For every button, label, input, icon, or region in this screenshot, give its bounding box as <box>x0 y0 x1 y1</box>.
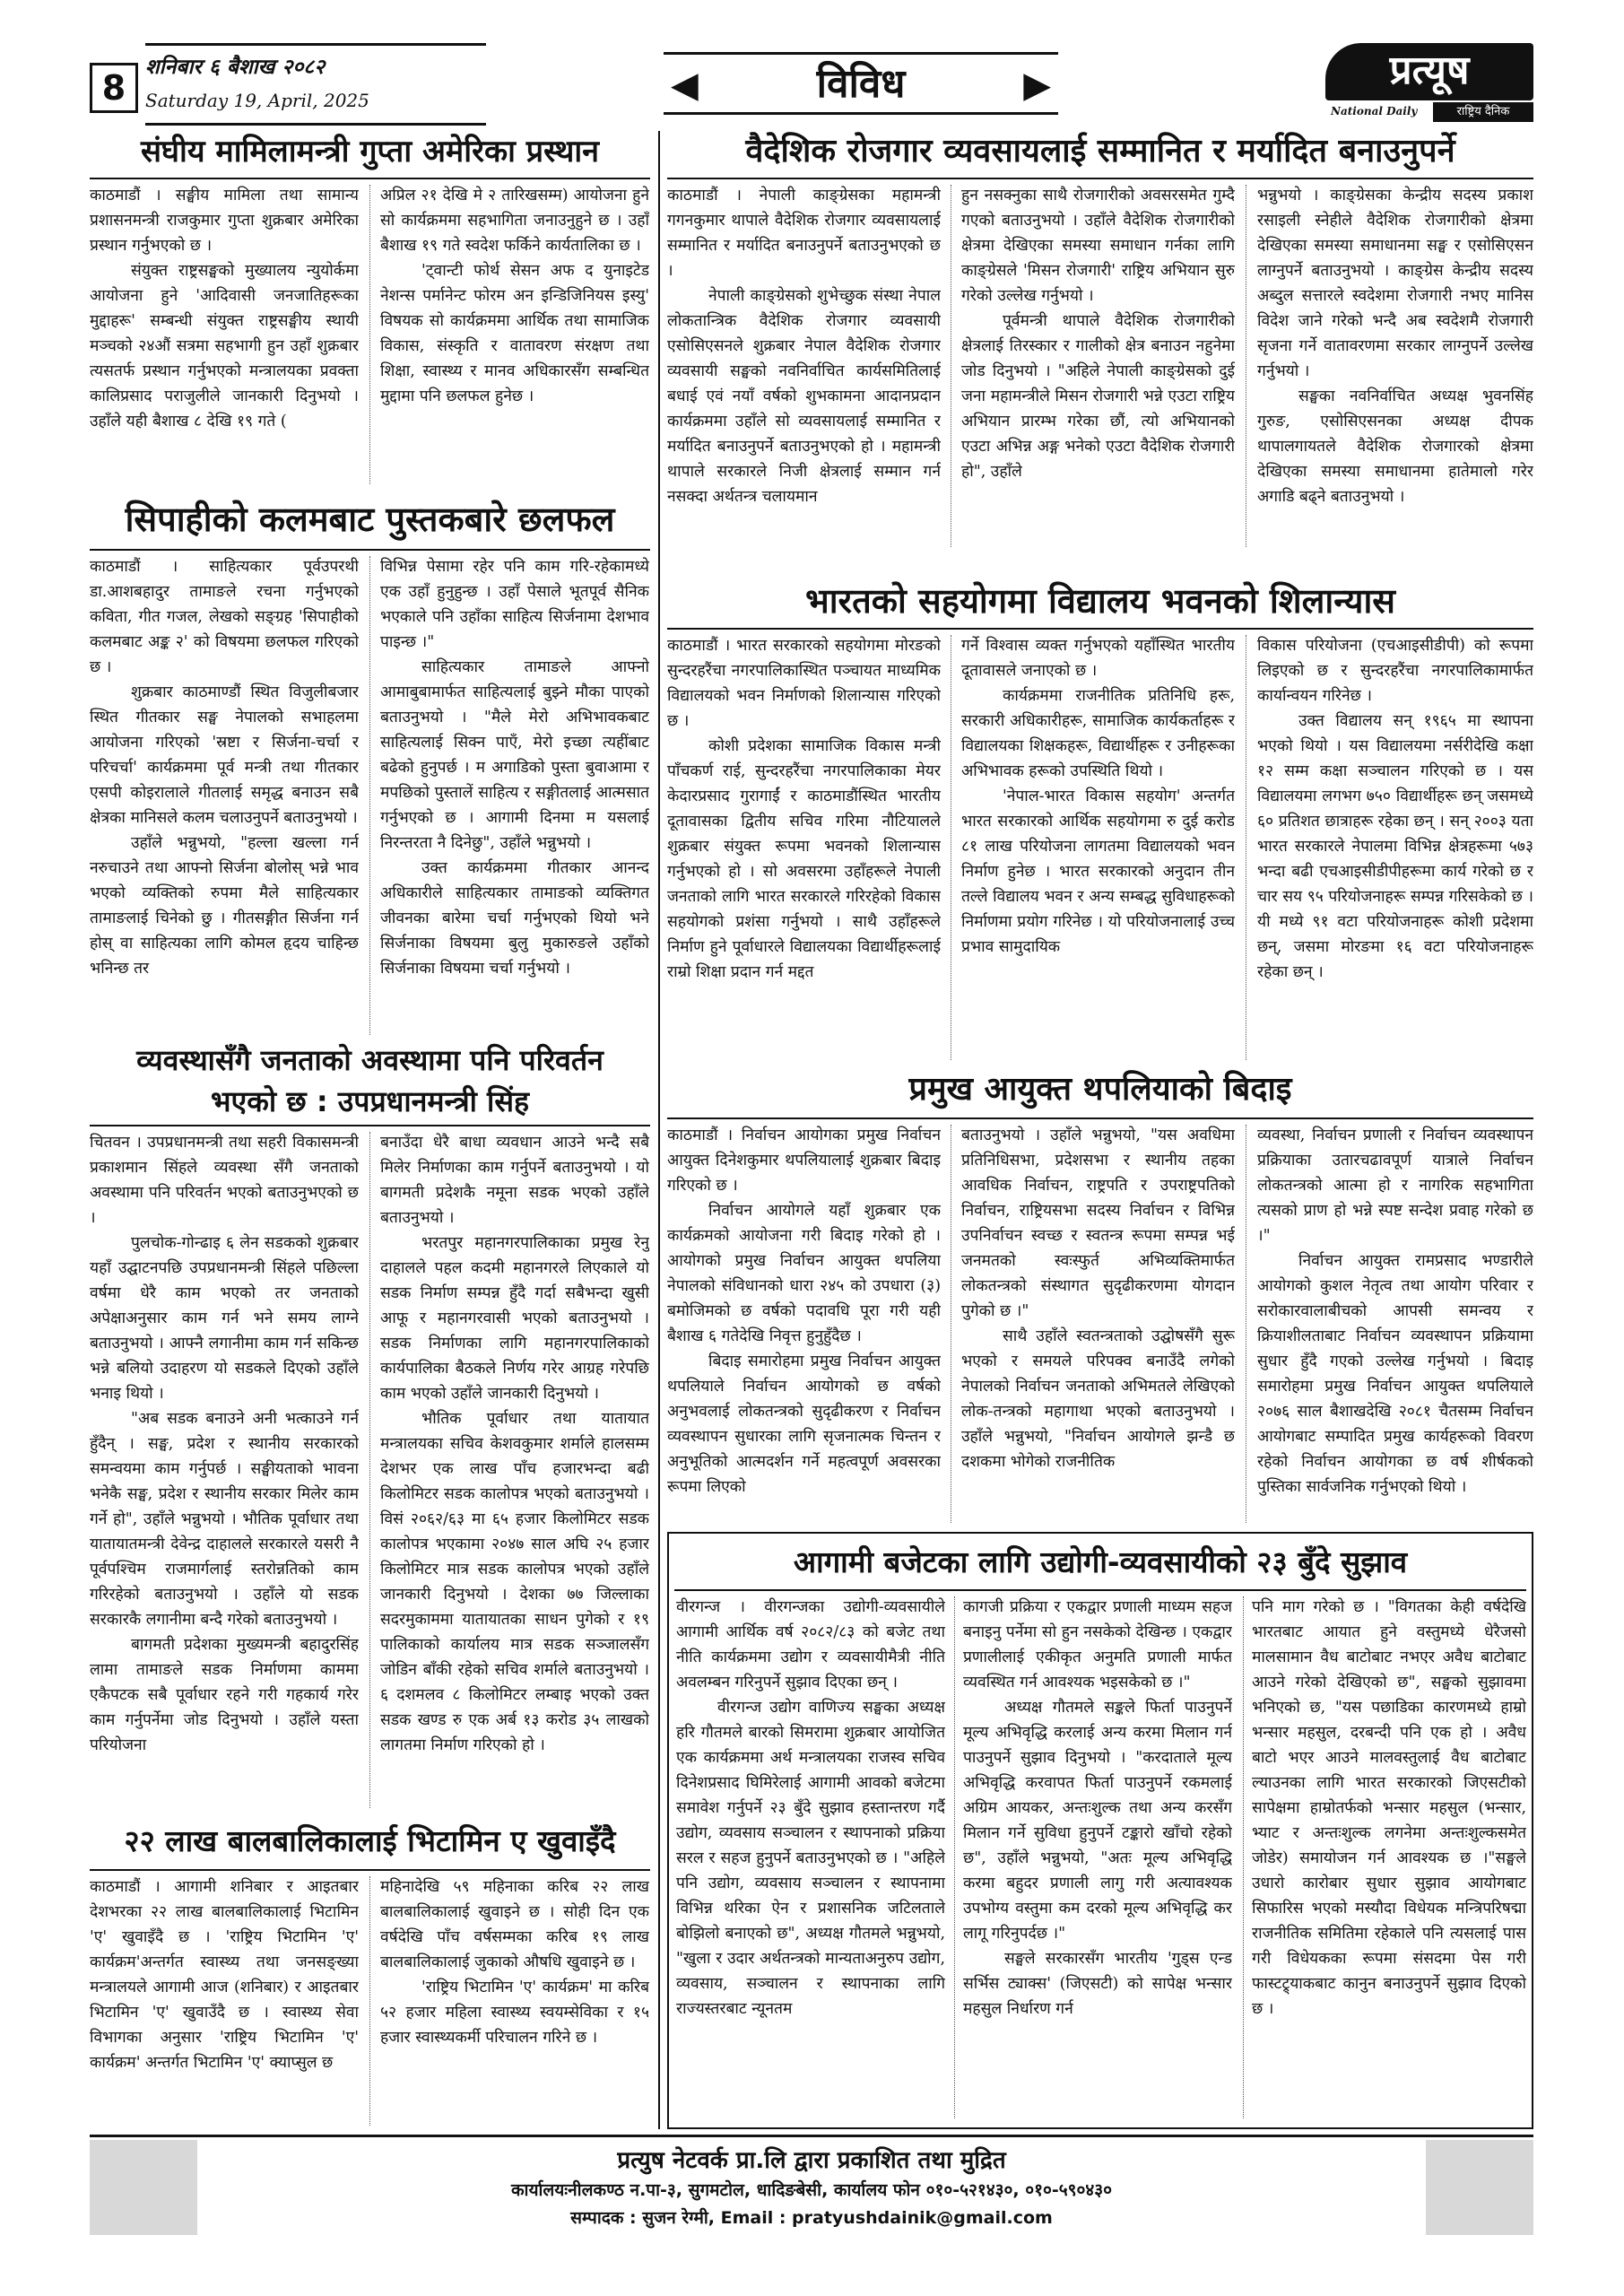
paragraph: संयुक्त राष्ट्रसङ्घको मुख्यालय न्युयोर्कमा आयोजना हुने 'आदिवासी जनजातिहरूका मुद्दाहरू' सम्बन्धी संयुक्त राष्ट्रसङ्घीय स्थायी मञ्चको २४औं सत्रमा सहभागी हुन उहाँ शुक्रबार त्यसतर्फ प्रस्थान गर्नुभएको मन्त्रालयका प्रवक्ता कालिप्रसाद पराजुलीले जानकारी दिनुभयो । उहाँले यही बैशाख ८ देखि १९ गते ( <box>90 262 359 430</box>
paragraph: बागमती प्रदेशका मुख्यमन्त्री बहादुरसिंह लामा तामाङले सडक निर्माणमा काममा एकैपटक सबै पूर्वाधार रहने गरी गहकार्य गरेर काम गर्नुपर्नेमा जोड दिनुभयो । उहाँले यस्ता परियोजना <box>90 1636 359 1754</box>
paragraph: काठमाडौं । साहित्यकार पूर्वउपरथी डा.आशबहादुर तामाङले रचना गर्नुभएको कविता, गीत गजल, लेखको सङ्ग्रह 'सिपाहीको कलमबाट अङ्क २' को विषयमा छलफल गरिएको छ । <box>90 558 359 676</box>
paragraph: "अब सडक बनाउने अनी भत्काउने गर्न हुँदैन् । सङ्घ, प्रदेश र स्थानीय सरकारको समन्वयमा काम गर्नुपर्छ । सङ्घीयताको भावना भनेकै सङ्घ, प्रदेश र स्थानीय सरकार मिलेर काम गर्ने हो", उहाँले भन्नुभयो । भौतिक पूर्वाधार तथा यातायातमन्त्री देवेन्द्र दाहालले सरकारले यसरी नै पूर्वपश्चिम राजमार्गलाई स्तरोन्नतिको काम गरिरहेको बताउनुभयो । उहाँले यो सडक सरकारकै लगानीमा बन्दै गरेको बताउनुभयो । <box>90 1410 359 1629</box>
paragraph: गर्ने विश्वास व्यक्त गर्नुभएको यहाँस्थित भारतीय दूतावासले जनाएको छ । <box>961 637 1235 680</box>
footer-right-band <box>1426 2140 1533 2235</box>
paragraph: वीरगन्ज उद्योग वाणिज्य सङ्घका अध्यक्ष हरि गौतमले बारको सिमरामा शुक्रबार आयोजित एक कार्यक्रममा अर्थ मन्त्रालयका राजस्व सचिव दिनेशप्रसाद घिमिरेलाई आगामी आवको बजेटमा समावेश गर्नुपर्ने २३ बुँदे सुझाव हस्तान्तरण गर्दै उद्योग, व्यवसाय सञ्चालन र स्थापनाको प्रक्रिया सरल र सहज हुनुपर्ने बताउनुभएको छ । "अहिले पनि उद्योग, व्यवसाय सञ्चालन र स्थापनामा विभिन्न थरिका ऐन र प्रशासनिक जटिलताले बोझिलो बनाएको छ", अध्यक्ष गौतमले भन्नुभयो, "खुला र उदार अर्थतन्त्रको मान्यताअनुरुप उद्योग, व्यवसाय, सञ्चालन र स्थापनाका लागि राज्यस्तरबाट न्यूनतम <box>676 1699 945 2018</box>
vitamin-col2 <box>380 1874 649 2129</box>
thapaliya-col1 <box>667 1123 941 1526</box>
thapaliya-col2 <box>961 1123 1235 1526</box>
vaideshik-col3 <box>1257 183 1533 551</box>
paragraph: भरतपुर महानगरपालिकाका प्रमुख रेनु दाहालले पहल कदमी महानगरले लिएकाले यो सडक निर्माण सम्पन्न हुँदै गर्दा सबैभन्दा खुसी आफू र महानगरवासी भएको बताउनुभयो । सडक निर्माणका लागि महानगरपालिकाको कार्यपालिका बैठकले निर्णय गरेर आग्रह गरेपछि काम भएको उहाँले जानकारी दिनुभयो । <box>380 1234 649 1403</box>
paragraph: काठमाडौं । भारत सरकारको सहयोगमा मोरङको सुन्दरहरैंचा नगरपालिकास्थित पञ्चायत माध्यमिक विद्यालयको भवन निर्माणको शिलान्यास गरिएको छ । <box>667 637 941 730</box>
paragraph: पुलचोक-गोन्ढाइ ६ लेन सडकको शुक्रबार यहाँ उद्घाटनपछि उपप्रधानमन्त्री सिंहले पछिल्ला वर्षमा धेरै काम भएको तर जनताको अपेक्षाअनुसार काम गर्न भने समय लाग्ने बताउनुभयो । आफ्नै लगानीमा काम गर्न सकिन्छ भन्ने बलियो उदाहरण यो सडकले दिएको उहाँले भनाइ थियो । <box>90 1234 359 1403</box>
paragraph: साथै उहाँले स्वतन्त्रताको उद्घोषसँगै सुरू भएको र समयले परिपक्व बनाउँदै लगेको नेपालको निर्वाचन जनताको अभिमतले लेखिएको लोक-तन्त्रको महागाथा भएको बताउनुभयो । उहाँले भन्नुभयो, "निर्वाचन आयोगले झन्डै छ दशकमा भोगेको राजनीतिक <box>961 1327 1235 1471</box>
thapaliya-col3 <box>1257 1123 1533 1526</box>
paragraph: कार्यक्रममा राजनीतिक प्रतिनिधि हरू, सरकारी अधिकारीहरू, सामाजिक कार्यकर्ताहरू र विद्यालयका शिक्षकहरू, विद्यार्थीहरू र उनीहरूका अभिभावक हरूको उपस्थिति थियो । <box>961 687 1235 780</box>
logo <box>1325 43 1533 126</box>
paragraph: शुक्रबार काठमाण्डौं स्थित विजुलीबजार स्थित गीतकार सङ्घ नेपालको सभाहलमा आयोजना गरिएको 'स्रष्टा र सिर्जना-चर्चा र परिचर्चा' कार्यक्रममा पूर्व मन्त्री तथा गीतकार एसपी कोइरालाले गीतलाई समृद्ध बनाउन सबै क्षेत्रका मानिसले कलम चलाउनुपर्ने बताउनुभयो । <box>90 683 359 827</box>
sipahi-col2 <box>380 554 649 1039</box>
footer <box>90 2140 1533 2239</box>
paragraph: भन्नुभयो । काङ्ग्रेसका केन्द्रीय सदस्य प्रकाश रसाइली स्नेहीले वैदेशिक रोजगारीको क्षेत्रमा देखिएका समस्या समाधानमा सङ्घ र एसोसिएसन लाग्नुपर्ने बताउनुभयो । काङ्ग्रेस केन्द्रीय सदस्य अब्दुल सत्तारले स्वदेशमा रोजगारी नभए मानिस विदेश जाने गरेको भन्दै अब स्वदेशमै रोजगारी सृजना गर्ने वातावरणमा सरकार लाग्नुपर्ने उल्लेख गर्नुभयो । <box>1257 187 1533 380</box>
footer-publisher: प्रत्युष नेटवर्क प्रा.लि द्वारा प्रकाशित तथा मुद्रित <box>617 2147 1006 2174</box>
paragraph: 'नेपाल-भारत विकास सहयोग' अन्तर्गत भारत सरकारको आर्थिक सहयोगमा रु दुई करोड ८१ लाख परियोजना लागतमा विद्यालयको भवन निर्माण हुनेछ । भारत सरकारको अनुदान तीन तल्ले विद्यालय भवन र अन्य सम्बद्ध सुविधाहरूको निर्माणमा प्रयोग गरिनेछ । यो परियोजनालाई उच्च प्रभाव सामुदायिक <box>961 787 1235 956</box>
headline-gupta: संघीय मामिलामन्त्री गुप्ता अमेरिका प्रस्थान <box>140 134 600 170</box>
date-english: Saturday 19, April, 2025 <box>145 90 369 111</box>
paragraph: भौतिक पूर्वाधार तथा यातायात मन्त्रालयका सचिव केशवकुमार शर्माले हालसम्म देशभर एक लाख पाँच हजारभन्दा बढी किलोमिटर सडक कालोपत्र भएको बताउनुभयो । विसं २०६२/६३ मा ६५ हजार किलोमिटर सडक कालोपत्र भएकामा २०४७ साल अघि २५ हजार किलोमिटर मात्र सडक कालोपत्र भएको उहाँले जानकारी दिनुभयो । देशका ७७ जिल्लाका सदरमुकाममा यातायातका साधन पुगेको र १९ पालिकाको कार्यालय मात्र सडक सञ्जालसँग जोडिन बाँकी रहेको सचिव शर्माले बताउनुभयो । ६ दशमलव ८ किलोमिटर लम्बाइ भएको उक्त सडक खण्ड रु एक अर्ब १३ करोड ३५ लाखको लागतमा निर्माण गरिएको हो । <box>380 1410 649 1754</box>
paragraph: काठमाडौं । आगामी शनिबार र आइतबार देशभरका २२ लाख बालबालिकालाई भिटामिन 'ए' खुवाइँदै छ । 'राष्ट्रिय भिटामिन 'ए' कार्यक्रम'अन्तर्गत स्वास्थ्य तथा जनसङ्ख्या मन्त्रालयले आगामी आज (शनिबार) र आइतबार भिटामिन 'ए' खुवाउँदै छ । स्वास्थ्य सेवा विभागका अनुसार 'राष्ट्रिय भिटामिन 'ए' कार्यक्रम' अन्तर्गत भिटामिन 'ए' क्याप्सुल छ <box>90 1878 359 2072</box>
vaideshik-col2 <box>961 183 1235 551</box>
paragraph: उक्त विद्यालय सन् १९६५ मा स्थापना भएको थियो । यस विद्यालयमा नर्सरीदेखि कक्षा १२ सम्म कक्षा सञ्चालन गरिएको छ । यस विद्यालयमा लगभग ७५० विद्यार्थीहरू छन् जसमध्ये ६० प्रतिशत छात्राहरू रहेका छन् । सन् २००३ यता भारत सरकारले नेपालमा विभिन्न क्षेत्रहरूमा ५७३ भन्दा बढी एचआइसीडीपीहरूमा कार्य गरेको छ र चार सय ९५ परियोजनाहरू सम्पन्न गरिसकेको छ । यी मध्ये ९१ वटा परियोजनाहरू कोशी प्रदेशमा छन्, जसमा मोरङमा १६ वटा परियोजनाहरू रहेका छन् । <box>1257 712 1533 981</box>
headline-vyawastha-2: भएको छ : उपप्रधानमन्त्री सिंह <box>211 1084 529 1118</box>
masthead <box>90 43 1533 126</box>
paragraph: सङ्घका नवनिर्वाचित अध्यक्ष भुवनसिंह गुरुङ, एसोसिएसनका अध्यक्ष दीपक थापालगायतले वैदेशिक रोजगारको क्षेत्रमा देखिएका समस्या समाधानमा हातेमालो गरेर अगाडि बढ्ने बताउनुभयो । <box>1257 387 1533 506</box>
date-box <box>145 43 486 126</box>
paragraph: उहाँले भन्नुभयो, "हल्ला खल्ला गर्न नरुचाउने तथा आफ्नो सिर्जना बोलोस् भन्ने भाव भएको व्यक्तिको रुपमा मैले साहित्यकार तामाङलाई चिनेको छु । गीतसङ्गीत सिर्जना गर्न होस् वा साहित्यका लागि कोमल हृदय चाहिन्छ भनिन्छ तर <box>90 834 359 978</box>
sipahi-col1 <box>90 554 359 1039</box>
paragraph: निर्वाचन आयोगले यहाँ शुक्रबार एक कार्यक्रमको आयोजना गरी बिदाइ गरेको हो । आयोगको प्रमुख निर्वाचन आयुक्त थपलिया नेपालको संविधानको धारा २४५ को उपधारा (३) बमोजिमको छ वर्षको पदावधि पूरा गरी यही बैशाख ६ गतेदेखि निवृत्त हुनुहुँदैछ । <box>667 1202 941 1345</box>
headline-vyawastha-1: व्यवस्थासँगै जनताको अवस्थामा पनि परिवर्तन <box>136 1043 604 1077</box>
bharat-col3 <box>1257 633 1533 1064</box>
paragraph: अध्यक्ष गौतमले सङ्कले फिर्ता पाउनुपर्ने मूल्य अभिवृद्धि करलाई अन्य करमा मिलान गर्न पाउनुपर्ने सुझाव दिनुभयो । "करदाताले मूल्य अभिवृद्धि करवापत फिर्ता पाउनुपर्ने रकमलाई अग्रिम आयकर, अन्तःशुल्क तथा अन्य करसँग मिलान गर्ने सुविधा हुनुपर्ने टङ्कारो खाँचो रहेको छ", उहाँले भन्नुभयो, "अतः मूल्य अभिवृद्धि करमा बहुदर प्रणाली लागु गरी अत्यावश्यक उपभोग्य वस्तुमा कम दरको मूल्य अभिवृद्धि कर लागू गरिनुपर्दछ ।" <box>963 1699 1232 1943</box>
paragraph: सङ्घले सरकारसँग भारतीय 'गुड्स एन्ड सर्भिस ट्याक्स' (जिएसटी) को सापेक्ष भन्सार महसुल निर्धारण गर्न <box>963 1950 1232 2018</box>
paragraph: व्यवस्था, निर्वाचन प्रणाली र निर्वाचन व्यवस्थापन प्रक्रियाका उतारचढावपूर्ण यात्राले निर्वाचन लोकतन्त्रको आत्मा हो र नागरिक सहभागिता त्यसको प्राण हो भन्ने स्पष्ट सन्देश प्रवाह गरेको छ ।" <box>1257 1126 1533 1245</box>
headline-sipahi: सिपाहीको कलमबाट पुस्तकबारे छलफल <box>125 500 615 539</box>
paragraph: पनि माग गरेको छ । "विगतका केही वर्षदेखि भारतबाट आयात हुने वस्तुमध्ये धेरैजसो मालसामान वैध बाटोबाट नभएर अवैध बाटोबाट आउने गरेको देखिएको छ", सङ्घको सुझावमा भनिएको छ, "यस पछाडिका कारणमध्ये हाम्रो भन्सार महसुल, दरबन्दी पनि एक हो । अवैध बाटो भएर आउने मालवस्तुलाई वैध बाटोबाट ल्याउनका लागि भारत सरकारको जिएसटीको सापेक्षमा हाम्रोतर्फको भन्सार महसुल (भन्सार, भ्याट र अन्तःशुल्क लगनेमा अन्तःशुल्कसमेत जोडेर) समायोजन गर्न आवश्यक छ ।"सङ्घले उधारो कारोबार सुधार सुझाव आयोगबाट सिफारिस भएको मस्यौदा विधेयक मन्त्रिपरिषद्मा राजनीतिक समितिमा रहेकाले पनि त्यसलाई पास गरी विधेयकका रूपमा संसदमा पेस गरी फास्टट्र्याकबाट कानुन बनाउनुपर्ने सुझाव दिएको छ । <box>1252 1598 1526 2018</box>
paragraph: हुन नसक्नुका साथै रोजगारीको अवसरसमेत गुम्दै गएको बताउनुभयो । उहाँले वैदेशिक रोजगारीको क्षेत्रमा देखिएका समस्या समाधान गर्नका लागि काङ्ग्रेसले 'मिसन रोजगारी' राष्ट्रिय अभियान सुरु गरेको उल्लेख गर्नुभयो । <box>961 187 1235 305</box>
bharat-col1 <box>667 633 941 1064</box>
paragraph: उक्त कार्यक्रममा गीतकार आनन्द अधिकारीले साहित्यकार तामाङको व्यक्तिगत जीवनका बारेमा चर्चा गर्नुभएको थियो भने सिर्जनाका विषयमा बुलु मुकारुङले उहाँको सिर्जनाका विषयमा चर्चा गर्नुभयो । <box>380 859 649 978</box>
paragraph: साहित्यकार तामाङले आफ्नो आमाबुबामार्फत साहित्यलाई बुझ्ने मौका पाएको बताउनुभयो । "मैले मेरो अभिभावकबाट साहित्यलाई सिक्न पाएँ, मेरो इच्छा त्यहींबाट बढेको हुनुपर्छ । म अगाडिको पुस्ता बुवाआमा र मपछिको पुस्तालें साहित्य र सङ्गीतलाई आत्मसात गर्नुभएको छ । आगामी दिनमा म यसलाई निरन्तरता नै दिनेछु", उहाँले भन्नुभयो । <box>380 658 649 852</box>
footer-editor: सम्पादक : सुजन रेग्मी, Email : pratyushdainik@gmail.com <box>570 2208 1053 2228</box>
paragraph: पूर्वमन्त्री थापाले वैदेशिक रोजगारीको क्षेत्रलाई तिरस्कार र गालीको क्षेत्र बनाउन नहुनेमा जोड दिनुभयो । "अहिले नेपाली काङ्ग्रेसको दुई जना महामन्त्रीले मिसन रोजगारी भन्ने एउटा राष्ट्रिय अभियान प्रारम्भ गरेका छौं, त्यो अभियानको एउटा अभिन्न अङ्ग भनेको एउटा वैदेशिक रोजगारी हो", उहाँले <box>961 312 1235 481</box>
paragraph: अप्रिल २१ देखि मे २ तारिखसम्म) आयोजना हुने सो कार्यक्रममा सहभागिता जनाउनुहुने छ । उहाँ बैशाख १९ गते स्वदेश फर्किने कार्यतालिका छ । <box>380 187 649 255</box>
section-banner <box>664 52 1058 115</box>
budget-col1 <box>676 1595 945 2122</box>
paragraph: काठमाडौं । निर्वाचन आयोगका प्रमुख निर्वाचन आयुक्त दिनेशकुमार थपलियालाई शुक्रबार बिदाइ गरिएको छ । <box>667 1126 941 1195</box>
paragraph: 'राष्ट्रिय भिटामिन 'ए' कार्यक्रम' मा करिब ५२ हजार महिला स्वास्थ्य स्वयम्सेविका र १५ हजार स्वास्थ्यकर्मी परिचालन गरिने छ । <box>380 1979 649 2047</box>
page-number: 8 <box>90 63 138 113</box>
vaideshik-col1 <box>667 183 941 551</box>
footer-left-band <box>90 2140 197 2235</box>
paragraph: महिनादेखि ५९ महिनाका करिब २२ लाख बालबालिकालाई खुवाइने छ । सोही दिन एक वर्षदेखि पाँच वर्षसम्मका करिब १९ लाख बालबालिकालाई जुकाको औषधि खुवाइने छ । <box>380 1878 649 1971</box>
logo-sub-right: राष्ट्रिय दैनिक <box>1433 102 1533 122</box>
headline-budget: आगामी बजेटका लागि उद्योगी-व्यवसायीको २३ बुँदे सुझाव <box>793 1544 1408 1579</box>
gupta-col2 <box>380 183 649 488</box>
bharat-col2 <box>961 633 1235 1064</box>
paragraph: वीरगन्ज । वीरगन्जका उद्योगी-व्यवसायीले आगामी आर्थिक वर्ष २०८२/८३ को बजेट तथा नीति कार्यक्रममा उद्योग र व्यवसायीमैत्री नीति अवलम्बन गरिनुपर्ने सुझाव दिएका छन् । <box>676 1598 945 1692</box>
logo-name: प्रत्यूष <box>1325 43 1533 100</box>
vitamin-col1 <box>90 1874 359 2129</box>
headline-vaideshik: वैदेशिक रोजगार व्यवसायलाई सम्मानित र मर्यादित बनाउनुपर्ने <box>745 133 1455 170</box>
budget-col2 <box>963 1595 1232 2122</box>
arrow-right-icon: ▶ <box>1023 65 1051 106</box>
paragraph: बताउनुभयो । उहाँले भन्नुभयो, "यस अवधिमा प्रतिनिधिसभा, प्रदेशसभा र स्थानीय तहका आवधिक निर्वाचन, राष्ट्रपति र उपराष्ट्रपतिको निर्वाचन, राष्ट्रियसभा सदस्य निर्वाचन र विभिन्न उपनिर्वाचन स्वच्छ र स्वतन्त्र रूपमा सम्पन्न भई जनमतको स्वःस्फुर्त अभिव्यक्तिमार्फत लोकतन्त्रको संस्थागत सुदृढीकरणमा योगदान पुगेको छ ।" <box>961 1126 1235 1320</box>
paragraph: कागजी प्रक्रिया र एकद्वार प्रणाली माध्यम सहज बनाइनु पर्नेमा सो हुन नसकेको देखिन्छ । एकद्वार प्रणालीलाई एकीकृत अनुमति प्रणाली मार्फत व्यवस्थित गर्न आवश्यक भइसकेको छ ।" <box>963 1598 1232 1692</box>
paragraph: विभिन्न पेसामा रहेर पनि काम गरि-रहेकामध्ये एक उहाँ हुनुहुन्छ । उहाँ पेसाले भूतपूर्व सैनिक भएकाले पनि उहाँका साहित्य सिर्जनामा देशभाव पाइन्छ ।" <box>380 558 649 651</box>
paragraph: कोशी प्रदेशका सामाजिक विकास मन्त्री पाँचकर्ण राई, सुन्दरहरैंचा नगरपालिकाका मेयर केदारप्रसाद गुरागाईं र काठमाडौंस्थित भारतीय दूतावासका द्वितीय सचिव गरिमा नौटियालले शुक्रबार संयुक्त रूपमा भवनको शिलान्यास गर्नुभएको हो । सो अवसरमा उहाँहरूले नेपाली जनताको लागि भारत सरकारले गरिरहेको विकास सहयोगको प्रशंसा गर्नुभयो । साथै उहाँहरूले निर्माण हुने पूर्वाधारले विद्यालयका विद्यार्थीहरूलाई राम्रो शिक्षा प्रदान गर्न मद्दत <box>667 737 941 981</box>
headline-thapaliya: प्रमुख आयुक्त थपलियाको बिदाइ <box>908 1071 1292 1108</box>
paragraph: 'ट्वान्टी फोर्थ सेसन अफ द युनाइटेड नेशन्स पर्मानेन्ट फोरम अन इन्डिजिनियस इस्यु' विषयक सो कार्यक्रममा आर्थिक तथा सामाजिक विकास, संस्कृति र वातावरण संरक्षण तथा शिक्षा, स्वास्थ्य र मानव अधिकारसँग सम्बन्धित मुद्दामा पनि छलफल हुनेछ । <box>380 262 649 405</box>
paragraph: काठमाडौं । सङ्घीय मामिला तथा सामान्य प्रशासनमन्त्री राजकुमार गुप्ता शुक्रबार अमेरिका प्रस्थान गर्नुभएको छ । <box>90 187 359 255</box>
budget-col3 <box>1252 1595 1526 2122</box>
paragraph: बनाउँदा धेरै बाधा व्यवधान आउने भन्दै सबै मिलेर निर्माणका काम गर्नुपर्ने बताउनुभयो । यो बागमती प्रदेशकै नमूना सडक भएको उहाँले बताउनुभयो । <box>380 1134 649 1227</box>
paragraph: काठमाडौं । नेपाली काङ्ग्रेसका महामन्त्री गगनकुमार थापाले वैदेशिक रोजगार व्यवसायलाई सम्मानित र मर्यादित बनाउनुपर्ने बताउनुभएको छ । <box>667 187 941 280</box>
paragraph: विकास परियोजना (एचआइसीडीपी) को रूपमा लिइएको छ र सुन्दरहरैंचा नगरपालिकामार्फत कार्यान्वयन गरिनेछ । <box>1257 637 1533 705</box>
paragraph: चितवन । उपप्रधानमन्त्री तथा सहरी विकासमन्त्री प्रकाशमान सिंहले व्यवस्था सँगै जनताको अवस्थामा पनि परिवर्तन भएको बताउनुभएको छ । <box>90 1134 359 1227</box>
paragraph: बिदाइ समारोहमा प्रमुख निर्वाचन आयुक्त थपलियाले निर्वाचन आयोगको छ वर्षको अनुभवलाई लोकतन्त्रको सुदृढीकरण र निर्वाचन व्यवस्थापन सुधारका लागि सृजनात्मक चिन्तन र अनुभूतिको आत्मदर्शन गर्ने महत्वपूर्ण अवसरका रूपमा लिएको <box>667 1352 941 1496</box>
arrow-left-icon: ◀ <box>671 65 699 106</box>
footer-address: कार्यालयःनीलकण्ठ न.पा-३, सुगमटोल, धादिङबेसी, कार्यालय फोन ०१०-५२१४३०, ०१०-५९०४३० <box>510 2180 1113 2200</box>
paragraph: नेपाली काङ्ग्रेसको शुभेच्छुक संस्था नेपाल लोकतान्त्रिक वैदेशिक रोजगार व्यवसायी एसोसिएसनले शुक्रबार नेपाल वैदेशिक रोजगार व्यवसायी सङ्घको नवनिर्वाचित कार्यसमितिलाई बधाई एवं नयाँ वर्षको शुभकामना आदानप्रदान कार्यक्रममा उहाँले सो व्यवसायलाई सम्मानित र मर्यादित बनाउनुपर्ने बताउनुभएको हो । महामन्त्री थापाले सरकारले निजी क्षेत्रलाई सम्मान गर्न नसक्दा अर्थतन्त्र चलायमान <box>667 287 941 506</box>
vyawastha-col1 <box>90 1130 359 1812</box>
section-title: विविध <box>816 61 906 107</box>
headline-bharat: भारतको सहयोगमा विद्यालय भवनको शिलान्यास <box>805 581 1395 621</box>
logo-sub-left: National Daily <box>1331 105 1418 117</box>
date-nepali: शनिबार ६ बैशाख २०८२ <box>145 55 326 79</box>
headline-vitamin: २२ लाख बालबालिकालाई भिटामिन ए खुवाइँदै <box>124 1823 616 1858</box>
paragraph: निर्वाचन आयुक्त रामप्रसाद भण्डारीले आयोगको कुशल नेतृत्व तथा आयोग परिवार र सरोकारवालाबीचको आपसी समन्वय र क्रियाशीलताबाट निर्वाचन व्यवस्थापन प्रक्रियामा सुधार हुँदै गएको उल्लेख गर्नुभयो । बिदाइ समारोहमा प्रमुख निर्वाचन आयुक्त थपलियाले २०७६ साल बैशाखदेखि २०८१ चैतसम्म निर्वाचन आयोगबाट सम्पादित प्रमुख कार्यहरूको विवरण रहेको निर्वाचन आयोगका छ वर्ष शीर्षकको पुस्तिका सार्वजनिक गर्नुभएको थियो । <box>1257 1252 1533 1496</box>
gupta-col1 <box>90 183 359 488</box>
vyawastha-col2 <box>380 1130 649 1812</box>
